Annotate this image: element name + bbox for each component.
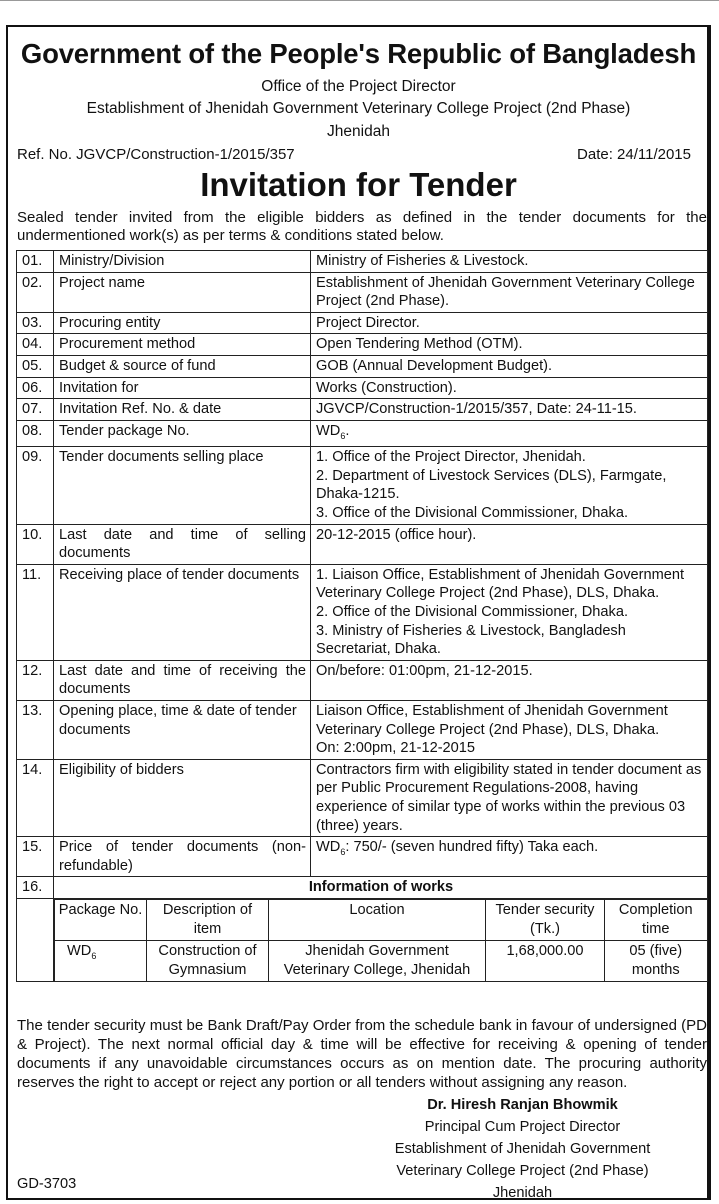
- location-cell: Jhenidah Government Veterinary College, Jhenidah: [269, 940, 486, 981]
- project-line: Establishment of Jhenidah Government Veterinary College Project (2nd Phase): [86, 100, 631, 117]
- page-title: Invitation for Tender: [200, 166, 517, 203]
- table-row: [17, 272, 708, 312]
- value-line: 1. Office of the Project Director, Jhenidah.: [316, 449, 586, 466]
- security-cell: 1,68,000.00: [486, 940, 605, 981]
- row-number: 14.: [17, 759, 54, 836]
- row-number: 09.: [17, 447, 54, 524]
- row-label: Budget & source of fund: [54, 355, 311, 377]
- row-label: Receiving place of tender documents: [54, 564, 311, 660]
- row-label: Tender package No.: [54, 420, 311, 447]
- signature-block: [380, 1094, 665, 1204]
- signatory-name: Dr. Hiresh Ranjan Bhowmik: [427, 1097, 618, 1113]
- row-number: 10.: [17, 524, 54, 564]
- table-row: [17, 334, 708, 356]
- row-number: 16.: [17, 877, 54, 899]
- table-row: [17, 700, 708, 759]
- value-line: Liaison Office, Establishment of Jhenidah Government Veterinary College Project (2nd Phase), DLS, Dhaka.: [316, 702, 668, 738]
- row-value: [311, 420, 708, 447]
- blank-cell: [17, 898, 54, 982]
- tender-table: [16, 250, 708, 982]
- row-value: GOB (Annual Development Budget).: [311, 355, 708, 377]
- works-header: Tender security (Tk.): [486, 899, 605, 940]
- package-code: WD: [316, 422, 341, 439]
- row-number: 03.: [17, 312, 54, 334]
- row-label: Tender documents selling place: [54, 447, 311, 524]
- description-cell: Construction of Gymnasium: [147, 940, 269, 981]
- row-label: Invitation Ref. No. & date: [54, 399, 311, 421]
- row-label: Project name: [54, 272, 311, 312]
- table-row: [17, 447, 708, 524]
- signatory-office-line: Establishment of Jhenidah Government: [394, 1141, 651, 1157]
- row-value: [311, 837, 708, 877]
- table-row: [17, 524, 708, 564]
- place-line: Jhenidah: [327, 123, 390, 140]
- row-number: 11.: [17, 564, 54, 660]
- row-number: 06.: [17, 377, 54, 399]
- row-label: Ministry/Division: [54, 251, 311, 273]
- row-number: 04.: [17, 334, 54, 356]
- works-header: Description of item: [147, 899, 269, 940]
- row-value: Ministry of Fisheries & Livestock.: [311, 251, 708, 273]
- table-row: [17, 660, 708, 700]
- works-heading: Information of works: [54, 877, 708, 899]
- completion-cell: 05 (five) months: [605, 940, 708, 981]
- top-rule: [0, 0, 719, 8]
- table-row: [17, 377, 708, 399]
- value-end: .: [345, 422, 350, 439]
- package-subscript: 6: [340, 847, 346, 858]
- table-row: [17, 399, 708, 421]
- table-row: [17, 312, 708, 334]
- terms-paragraph: The tender security must be Bank Draft/Pay Order from the schedule bank in favour of undersigned (PD & Project). The next normal official day & time will be effective for receiving & opening of tender documents if any unavoidable circumstances occurs as on mention date. The procuring authority reserves the right to accept or reject any portion or all tenders without assigning any reason.: [17, 1017, 707, 1091]
- row-number: 13.: [17, 700, 54, 759]
- row-number: 05.: [17, 355, 54, 377]
- table-row: [17, 877, 708, 899]
- reference-number: Ref. No. JGVCP/Construction-1/2015/357: [17, 146, 295, 163]
- row-value: Establishment of Jhenidah Government Veterinary College Project (2nd Phase).: [311, 272, 708, 312]
- signatory-place: Jhenidah: [492, 1185, 553, 1201]
- row-label: Last date and time of selling documents: [54, 524, 311, 564]
- row-value: On/before: 01:00pm, 21-12-2015.: [311, 660, 708, 700]
- signatory-designation: Principal Cum Project Director: [424, 1119, 621, 1135]
- value-line: On: 2:00pm, 21-12-2015: [316, 740, 476, 757]
- package-subscript: 6: [91, 950, 97, 961]
- value-line: 2. Office of the Divisional Commissioner, Dhaka.: [316, 604, 629, 620]
- government-heading: Government of the People's Republic of Bangladesh: [20, 38, 697, 69]
- row-value: 20-12-2015 (office hour).: [311, 524, 708, 564]
- row-label: Opening place, time & date of tender documents: [54, 700, 311, 759]
- table-row: [17, 837, 708, 877]
- gd-code: GD-3703: [17, 1176, 77, 1192]
- works-header: Location: [269, 899, 486, 940]
- row-value: Works (Construction).: [311, 377, 708, 399]
- row-value: [311, 700, 708, 759]
- row-number: 15.: [17, 837, 54, 877]
- table-row: [17, 355, 708, 377]
- office-line: Office of the Project Director: [261, 78, 456, 95]
- row-number: 12.: [17, 660, 54, 700]
- notice-date: Date: 24/11/2015: [577, 146, 691, 163]
- works-table: [54, 899, 708, 982]
- value-line: 3. Office of the Divisional Commissioner, Dhaka.: [316, 505, 629, 522]
- package-code: WD: [67, 942, 92, 959]
- table-row: [17, 251, 708, 273]
- works-header: Completion time: [605, 899, 708, 940]
- works-data-row: [55, 940, 708, 981]
- signatory-office-line: Veterinary College Project (2nd Phase): [396, 1163, 649, 1179]
- value-end: : 750/- (seven hundred fifty) Taka each.: [345, 839, 599, 856]
- row-value: [311, 447, 708, 524]
- row-label: Price of tender documents (non-refundable): [54, 837, 311, 877]
- table-row: [17, 564, 708, 660]
- row-number: 08.: [17, 420, 54, 447]
- row-label: Last date and time of receiving the documents: [54, 660, 311, 700]
- intro-text: Sealed tender invited from the eligible bidders as defined in the tender documents for the undermentioned work(s) as per terms & conditions stated below.: [17, 209, 707, 244]
- row-label: Procuring entity: [54, 312, 311, 334]
- row-label: Procurement method: [54, 334, 311, 356]
- row-number: 01.: [17, 251, 54, 273]
- value-line: 3. Ministry of Fisheries & Livestock, Bangladesh Secretariat, Dhaka.: [316, 622, 626, 658]
- works-header: Package No.: [55, 899, 147, 940]
- row-number: 07.: [17, 399, 54, 421]
- row-label: Eligibility of bidders: [54, 759, 311, 836]
- table-row: [17, 759, 708, 836]
- row-value: Project Director.: [311, 312, 708, 334]
- row-label: Invitation for: [54, 377, 311, 399]
- row-number: 02.: [17, 272, 54, 312]
- row-value: Open Tendering Method (OTM).: [311, 334, 708, 356]
- value-line: 1. Liaison Office, Establishment of Jhenidah Government Veterinary College Project (2nd Phase), DLS, Dhaka.: [316, 566, 685, 602]
- package-cell: [55, 940, 147, 981]
- value-line: 2. Department of Livestock Services (DLS), Farmgate, Dhaka-1215.: [316, 467, 667, 503]
- row-value: Contractors firm with eligibility stated in tender document as per Public Procurement Regulations-2008, having experience of similar type of works within the previous 03 (three) years.: [311, 759, 708, 836]
- row-value: [311, 564, 708, 660]
- works-container: [54, 898, 708, 982]
- package-code: WD: [316, 839, 341, 856]
- works-row: [17, 898, 708, 982]
- row-value: JGVCP/Construction-1/2015/357, Date: 24-11-15.: [311, 399, 708, 421]
- package-subscript: 6: [340, 430, 346, 441]
- table-row: [17, 420, 708, 447]
- works-header-row: [55, 899, 708, 940]
